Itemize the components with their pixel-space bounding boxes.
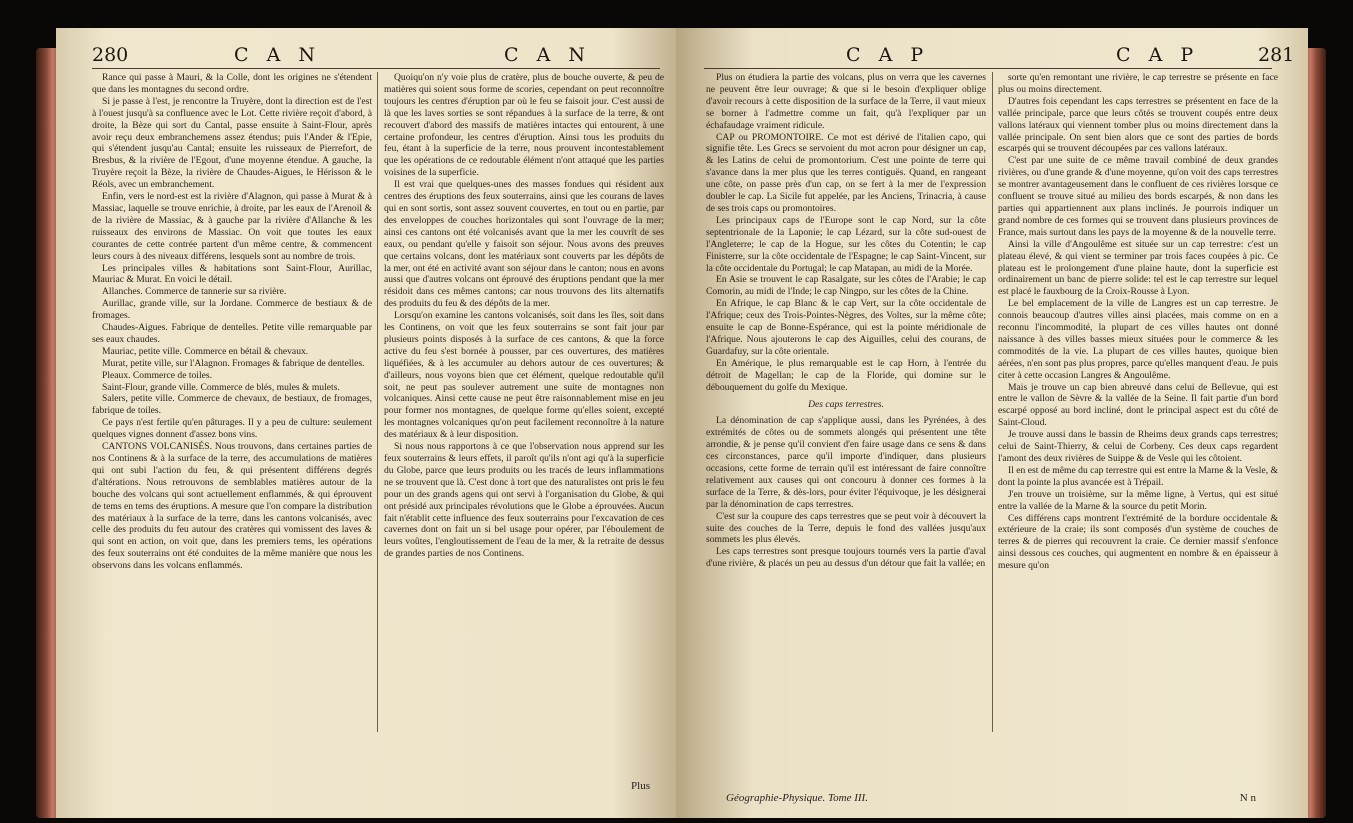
left-col2-paragraph: Il est vrai que quelques-unes des masses fondues qui résident aux centres des éruptions des feux souterrains, ainsi que les courans de laves qui en sont sortis, sont assez souvent couvertes, en tout ou en partie, par des enveloppes de couches horizontales qui sont l'ouvrage de la mer; ainsi ces cantons ont été volcanisés avant que la mer les couvrît de ses eaux, ou pendant qu'elle y faisoit son séjour. Nous avons des preuves que certains volcans, dont les matériaux sont couverts par les dépôts de la mer, ont été en activité avant son séjour dans le canton; nous en avons aussi que d'autres volcans ont éprouvé des éruptions pendant que la mer résidoit dans ces mêmes cantons; car nous trouvons des lits alternatifs des produits du feu & des dépôts de la mer. [384,179,664,310]
right-page-column-1 [706,72,986,772]
right-col2-paragraph: J'en trouve un troisième, sur la même ligne, à Vertus, qui est situé entre la vallée de la Marne & la source du petit Morin. [998,488,1278,512]
right-col1-paragraph: C'est sur la coupure des caps terrestres que se peut voir à découvert la suite des couches de la Terre, depuis le fond des vallées jusqu'aux sommets les plus élevés. [706,510,986,546]
right-col2-paragraph: C'est par une suite de ce même travail combiné de deux grandes rivières, ou d'une grande & d'une moyenne, qu'on voit des caps terrestres se montrer avantageusement dans le confluent de ces rivières lorsque ce confluent se trouve situé au milieu des bords escarpés, & non dans les parties qui appartiennent aux plans inclinés. Je pourrois indiquer un grand nombre de ces formes qui se trouvent dans plusieurs provinces de France, mais surtout dans les pays de la moyenne & de la nouvelle terre. [998,155,1278,238]
column-divider-right [992,72,993,732]
open-book [36,28,1326,818]
left-col2-paragraph: Quoiqu'on n'y voie plus de cratère, plus de bouche ouverte, & peu de matières qui soient sous forme de scories, cependant on peut reconnoître toujours les centres d'éruption par où le feu se faisoit jour. C'est aussi de là que les laves sorties se sont répandues à la surface de la terre, & ont recouvert d'abord des massifs de matières intactes qui entourent, à une certaine profondeur, les centres d'éruption. Ainsi tous les produits du feu, étant à la superficie de la terre, nous prouvent incontestablement que les opérations de ce redoutable élément n'ont attaqué que les parties voisines de la superficie. [384,72,664,179]
right-col2-paragraph: D'autres fois cependant les caps terrestres se présentent en face de la vallée principale, parce que leurs côtés se trouvent coupés entre deux vallons latéraux qui viennent tomber plus ou moins directement dans la vallée principale. On sent bien alors que ce sont des parties de bords escarpés qui se trouvent découpées par ces vallons latéraux. [998,95,1278,155]
left-col1-paragraph: Mauriac, petite ville. Commerce en bétail & chevaux. [102,345,309,357]
left-page [56,28,688,818]
signature-mark: N n [1239,792,1256,804]
right-col2-paragraph: Il en est de même du cap terrestre qui est entre la Marne & la Vesle, & dont la pointe la plus avancée est à Trépail. [998,464,1278,488]
running-head-left-col2: C A N [504,44,591,66]
left-col1-paragraph: Si je passe à l'est, je rencontre la Truyère, dont la direction est de l'est à l'ouest jusqu'à sa confluence avec le Lot. Cette rivière reçoit d'abord, à droite, la Bèze qui sort du Cantal, passe ensuite à Saint-Flour, après avoir reçu deux embranchemens assez étendus; puis l'Ander & l'Epie, qui s'étendent jusqu'au Cantal; ensuite les ruisseaux de Pierrefort, de Bresbus, & la rivière de l'Egout, d'une moyenne étendue. A gauche, la Truyère reçoit la Bèze, la rivière de Chaudes-Aigues, le Hérisson & le Réols, avec un embranchement. [92,95,372,191]
right-col2-paragraph: sorte qu'en remontant une rivière, le cap terrestre se présente en face plus ou moins directement. [998,72,1278,95]
left-col1-paragraph: Allanches. Commerce de tannerie sur sa rivière. [102,286,287,298]
left-col1-paragraph: Rance qui passe à Mauri, & la Colle, dont les origines ne s'étendent que dans les montagnes du second ordre. [92,72,372,95]
right-col2-paragraph: Le bel emplacement de la ville de Langres est un cap terrestre. Je connois beaucoup d'autres villes ainsi placées, mais comme on en a reconnu l'incommodité, la plupart de ces villes hautes ont donné naissance à des villes basses mieux situées pour le commerce & les commodités de la vie. La plupart de ces villes hautes, quoique bien aérées, n'en sont pas plus propres, parce qu'elles manquent d'eau. Je puis citer à cette occasion Langres & Angoulême. [998,298,1278,381]
footer-volume-title: Géographie-Physique. Tome III. [726,792,868,804]
left-col1-paragraph: CANTONS VOLCANISÉS. Nous trouvons, dans certaines parties de nos Continens & à la surface de la terre, des accumulations de matières qui ont subi l'action du feu, & qui présentent différens degrés d'altérations. Nous retrouvons de semblables matières autour de la bouche des volcans qui sont actuellement enflammés, & qui éprouvent de tems en tems des éruptions. A mesure que l'on compare la distribution des matériaux à la surface de la terre, dans les cantons volcanisés, avec celle des produits du feu autour des cratères qui vomissent des laves & qui sont en action, on voit que, dans les premiers tems, les opérations des feux souterrains ont été conduites de la même manière que nous les observons dans les volcans enflammés. [92,441,372,572]
right-col1-paragraph: En Afrique, le cap Blanc & le cap Vert, sur la côte occidentale de l'Afrique; ceux des Trois-Pointes-Nègres, des Voltes, sur la même côte; ensuite le cap de Bonne-Espérance, qui est la pointe méridionale de l'Afrique. Nous ajouterons le cap des Aiguilles, celui des courans, de Guardafuy, sur la côte orientale. [706,298,986,357]
left-page-column-1 [92,72,372,772]
running-head-right-col1: C A P [846,44,930,66]
header-rule-left [92,68,660,69]
right-page [676,28,1308,818]
right-col2-paragraph: Ainsi la ville d'Angoulême est située sur un cap terrestre: c'est un plateau élevé, & qui vient se terminer par trois faces coupées à pic. Ce plateau est le prolongement d'une plaine haute, dont la superficie est ordinairement un banc de pierre solide: tel est le cap terrestre sur lequel est placé le fauxbourg de la Croix-Rousse à Lyon. [998,238,1278,298]
right-col1-paragraph: CAP ou PROMONTOIRE. Ce mot est dérivé de l'italien capo, qui signifie tête. Les Grecs se servoient du mot acron pour désigner un cap, & les Latins de celui de promontorium. C'est une pointe de terre qui s'avance dans la mer plus que les terres contiguës. Quand, en rangeant une côte, on passe près d'un cap, on se fert à la mer de l'expression doubler le cap. La Sicile fut appelée, par les Anciens, Trinacria, à cause de ses trois caps ou promontoires. [706,131,986,214]
right-col2-paragraph: Mais je trouve un cap bien abreuvé dans celui de Bellevue, qui est entre le vallon de Sèvre & la vallée de la Seine. Il fait partie d'un bord escarpé opposé au bord incliné, dont le principal aspect est du côté de Saint-Cloud. [998,381,1278,429]
right-page-column-2 [998,72,1278,772]
right-col1-paragraph: Les principaux caps de l'Europe sont le cap Nord, sur la côte septentrionale de la Laponie; le cap Lézard, sur la côte sud-ouest de l'Angleterre; le cap de la Hogue, sur les côtes du Cotentin; le cap Finisterre, sur la côte occidentale de l'Espagne; le cap Saint-Vincent, sur la côte occidentale du Portugal; le cap Matapan, au midi de la Morée. [706,214,986,274]
running-head-left-col1: C A N [234,44,321,66]
page-number-right: 281 [1258,44,1295,66]
column-divider-left [377,72,378,732]
left-col2-paragraph: Si nous nous rapportons à ce que l'observation nous apprend sur les feux souterrains & leurs effets, il paroît qu'ils n'ont agi qu'à la superficie du Globe, parce que leurs produits ou les tracés de leurs inflammations ne se trouvent que là. C'est donc à tort que des naturalistes ont pris le feu pour un des grands agens qui ont servi à l'organisation du Globe, & qui ont présidé aux principales révolutions que le Globe a éprouvées. Aucun fait n'établit cette influence des feux souterrains pour l'excavation de ces cavernes dont on fait un si bel usage pour opérer, par l'éboulement de leurs voûtes, l'engloutissement de l'eau de la mer, & la retraite de dessus de grandes parties de nos Continens. [384,441,664,560]
header-rule-right [704,68,1272,69]
right-col1-paragraph: En Amérique, le plus remarquable est le cap Horn, à l'entrée du détroit de Magellan; le cap de la Floride, qui domine sur le débouquement du golfe du Mexique. [706,357,986,393]
right-col1-paragraph: En Asie se trouvent le cap Rasalgate, sur les côtes de l'Arabie; le cap Comorin, au midi de l'Inde; le cap Ningpo, sur les côtes de la Chine. [706,274,986,298]
catchword: Plus [631,780,650,792]
left-col1-paragraph: Murat, petite ville, sur l'Alagnon. Fromages & fabrique de dentelles. [102,357,365,369]
left-col1-paragraph: Les principales villes & habitations sont Saint-Flour, Aurillac, Mauriac & Murat. En voici le détail. [92,262,372,286]
left-col1-paragraph: Ce pays n'est fertile qu'en pâturages. Il y a peu de culture: seulement quelques vignes donnent d'assez bons vins. [92,417,372,441]
left-col1-paragraph: Pleaux. Commerce de toiles. [102,369,213,381]
right-col2-paragraph: Je trouve aussi dans le bassin de Rheims deux grands caps terrestres; celui de Saint-Thierry, & celui de Corbeny. Ces deux caps regardent l'amont des deux rivières de Suippe & de Vesle qui les côtoient. [998,429,1278,464]
left-col1-paragraph: Chaudes-Aigues. Fabrique de dentelles. Petite ville remarquable par ses eaux chaudes. [92,322,372,345]
right-col1-paragraph: Des caps terrestres. [808,399,884,411]
left-col1-paragraph: Saint-Flour, grande ville. Commerce de blés, mules & mulets. [102,381,340,393]
right-col1-paragraph: Plus on étudiera la partie des volcans, plus on verra que les cavernes ne peuvent être leur ouvrage; & que si le besoin d'expliquer oblige d'avoir recours à cette disposition de la surface de la Terre, il vaut mieux se borner à l'admettre comme un fait, qu'à l'expliquer par un échafaudage vraiment ridicule. [706,72,986,131]
right-col2-paragraph: Ces différens caps montrent l'extrémité de la bordure occidentale & extérieure de la craie; ils sont composés d'un système de couches de terres & de pierres qui recouvrent la craie. Ce dernier massif s'enfonce ainsi dessous ces couches, qui augmentent en nombre & en épaisseur à mesure qu'on [998,512,1278,572]
right-col1-paragraph: Les caps terrestres sont presque toujours tournés vers la partie d'aval d'une rivière, & placés un peu au dessus d'un détour que fait la vallée; en [706,546,986,570]
running-head-right-col2: C A P [1116,44,1200,66]
left-col2-paragraph: Lorsqu'on examine les cantons volcanisés, soit dans les îles, soit dans les Continens, on voit que les feux souterrains se sont fait jour par plusieurs points disposés à la surface de ces cantons, & que la force active du feu s'est bornée à pousser, par ces ouvertures, des matières liquéfiées, & à les accumuler au dehors autour de ces ouvertures; & d'ailleurs, nous voyons bien que cet élément, quelque redoutable qu'il soit, ne peut pas soulever autrement une suite de montagnes non volcaniques. Ainsi cette cause ne peut être raisonnablement mise en jeu pour former nos montagnes, de quelque forme qu'elles soient, excepté les montagnes volcaniques qu'on peut facilement reconnoître à la nature des matériaux & à leur disposition. [384,310,664,441]
left-col1-paragraph: Salers, petite ville. Commerce de chevaux, de bestiaux, de fromages, fabrique de toiles. [92,393,372,417]
left-page-column-2 [384,72,664,772]
left-col1-paragraph: Enfin, vers le nord-est est la rivière d'Alagnon, qui passe à Murat & à Massiac, laquelle se trouve enrichie, à droite, par les eaux de l'Arenoil & de la rivière de Massiac, & à gauche par la rivière d'Allanche & les ruisseaux des environs de Massiac. On voit que toutes les eaux courantes de cette contrée partent d'un même centre, & commencent leurs cours à des niveaux différens, lesquels sont au nombre de trois. [92,191,372,262]
page-number-left: 280 [92,44,129,66]
left-col1-paragraph: Aurillac, grande ville, sur la Jordane. Commerce de bestiaux & de fromages. [92,298,372,322]
right-col1-paragraph: La dénomination de cap s'applique aussi, dans les Pyrénées, à des extrémités de côtes ou de sommets alongés qui présentent une tête arrondie, & je pense qu'il convient d'en faire usage dans ce sens & dans ces circonstances, parce qu'il importe d'indiquer, dans plusieurs occasions, cette forme de terrain qu'il est intéressant de faire connoître relativement aux causes qui ont concouru à donner ces formes à la surface de la Terre, & dès-lors, pour éviter l'équivoque, je les désignerai par la dénomination de caps terrestres. [706,415,986,510]
